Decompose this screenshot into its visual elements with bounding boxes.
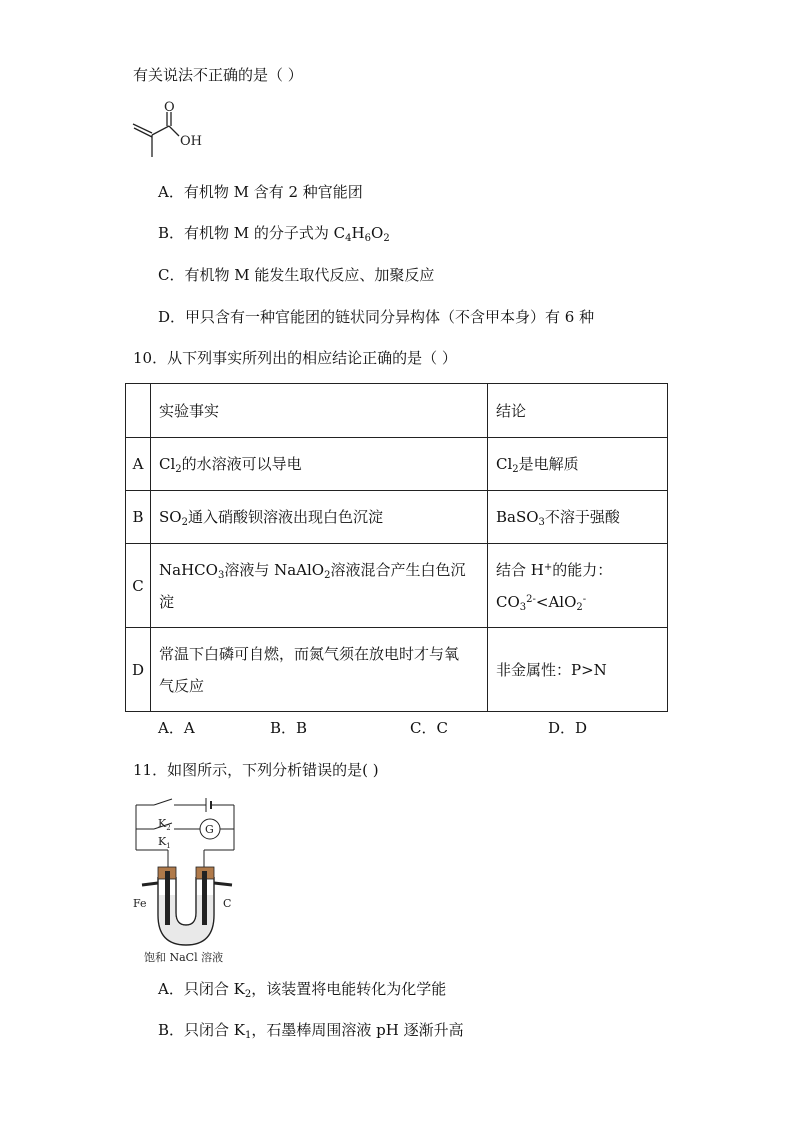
c-electrode-label: C (223, 897, 232, 910)
q9-option-a: A．有机物 M 含有 2 种官能团 (158, 183, 363, 201)
q11-stem: 11．如图所示，下列分析错误的是( ) (133, 761, 379, 779)
q10-choice-c: C．C (410, 719, 448, 737)
fe-electrode-label: Fe (133, 897, 147, 910)
table-corner-cell (126, 384, 151, 438)
atom-o-label: O (164, 100, 175, 115)
row-experiment: NaHCO$_3$溶液与 NaAlO$_2$溶液混合产生白色沉 淀 (151, 544, 488, 628)
q10-stem: 10．从下列事实所列出的相应结论正确的是（ ） (133, 349, 457, 367)
header-experiment: 实验事实 (151, 384, 488, 438)
q10-choice-b: B．B (270, 719, 308, 737)
row-conclusion: BaSO$_3$不溶于强酸 (488, 491, 668, 544)
row-experiment: $Cl_2$的水溶液可以导电 (151, 438, 488, 491)
q9-option-d: D．甲只含有一种官能团的链状同分异构体（不含甲本身）有 6 种 (158, 308, 595, 326)
row-experiment: 常温下白磷可自燃，而氮气须在放电时才与氧 气反应 (151, 628, 488, 712)
q10-choice-a: A．A (158, 719, 195, 737)
switch-k2-label: $K_2$ (158, 817, 171, 832)
row-conclusion: $Cl_2$是电解质 (488, 438, 668, 491)
header-conclusion: 结论 (488, 384, 668, 438)
row-conclusion: 非金属性：P>N (488, 628, 668, 712)
row-label: B (126, 491, 151, 544)
q10-choice-d: D．D (548, 719, 588, 737)
solution-caption: 饱和 NaCl 溶液 (144, 951, 224, 964)
row-label: C (126, 544, 151, 628)
q11-option-b: B．只闭合 $K_1$，石墨棒周围溶液 pH 逐渐升高 (158, 1021, 464, 1041)
q10-table (125, 383, 668, 712)
atom-oh-label: OH (180, 134, 202, 149)
galvanometer-label: G (205, 823, 214, 836)
q9-option-b: B．有机物 M 的分子式为 $C_4H_6O_2$ (158, 224, 390, 244)
q9-option-c: C．有机物 M 能发生取代反应、加聚反应 (158, 266, 435, 284)
table-row (126, 438, 668, 491)
table-row (126, 628, 668, 712)
row-conclusion: 结合 H+的能力： $CO_3^{2-}<AlO_2^-$ (488, 544, 668, 628)
methacrylic-acid-structure (125, 100, 215, 162)
electrolysis-apparatus-diagram (128, 795, 258, 965)
q9-stem: 有关说法不正确的是（ ） (133, 66, 303, 84)
table-header-row (126, 384, 668, 438)
table-row (126, 544, 668, 628)
row-label: D (126, 628, 151, 712)
switch-k1-label: $K_1$ (158, 835, 171, 850)
row-experiment: $SO_2$通入硝酸钡溶液出现白色沉淀 (151, 491, 488, 544)
q11-option-a: A．只闭合 $K_2$，该装置将电能转化为化学能 (158, 980, 447, 1000)
table-row (126, 491, 668, 544)
row-label: A (126, 438, 151, 491)
